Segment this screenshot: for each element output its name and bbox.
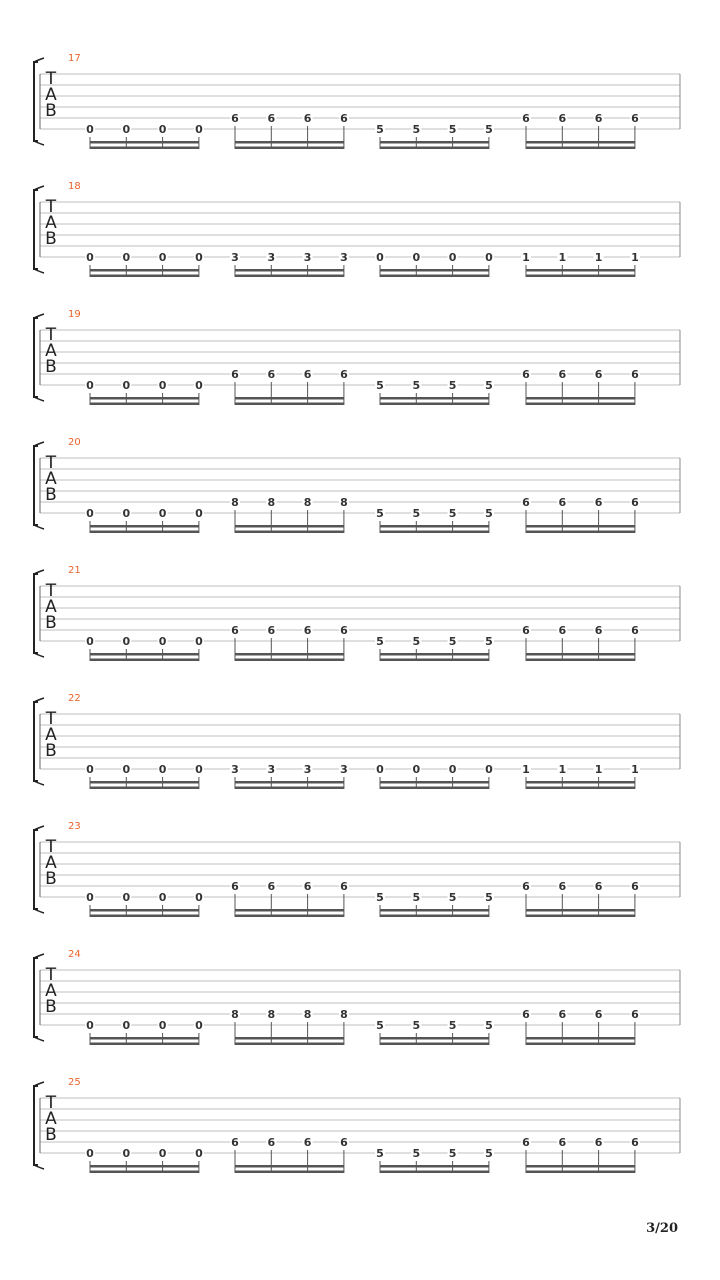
fret-number: 6 bbox=[303, 880, 312, 893]
fret-number: 5 bbox=[412, 1019, 421, 1032]
fret-number: 6 bbox=[340, 112, 348, 125]
system-bracket bbox=[34, 574, 38, 653]
beam bbox=[235, 531, 344, 534]
bracket-hook-bottom bbox=[34, 525, 44, 529]
fret-number: 0 bbox=[158, 1147, 167, 1160]
fret-number: 0 bbox=[448, 763, 457, 776]
fret-number: 5 bbox=[485, 1019, 493, 1032]
fret-number: 8 bbox=[267, 1008, 276, 1021]
beam bbox=[90, 787, 199, 790]
beam bbox=[526, 1037, 635, 1040]
measure-number: 21 bbox=[68, 565, 81, 576]
beam bbox=[90, 1165, 199, 1168]
fret-number: 5 bbox=[485, 379, 493, 392]
beam bbox=[90, 269, 199, 272]
fret-number: 0 bbox=[122, 763, 131, 776]
tab-clef-t: T bbox=[45, 453, 57, 473]
fret-number: 5 bbox=[412, 507, 421, 520]
fret-number: 5 bbox=[448, 635, 457, 648]
fret-number: 0 bbox=[122, 1019, 131, 1032]
measure-number: 25 bbox=[68, 1077, 81, 1088]
measure-number: 24 bbox=[68, 949, 81, 960]
beam bbox=[526, 1171, 635, 1174]
beam bbox=[526, 787, 635, 790]
measure-number: 17 bbox=[68, 53, 81, 64]
beam bbox=[526, 269, 635, 272]
beam bbox=[526, 403, 635, 406]
fret-number: 0 bbox=[412, 763, 421, 776]
fret-number: 0 bbox=[122, 251, 131, 264]
beam bbox=[380, 1165, 489, 1168]
beam bbox=[235, 269, 344, 272]
tab-system bbox=[34, 437, 680, 533]
fret-number: 6 bbox=[558, 112, 567, 125]
tab-clef-a: A bbox=[45, 85, 57, 105]
fret-number: 6 bbox=[522, 1008, 530, 1021]
fret-number: 0 bbox=[86, 379, 94, 392]
tab-clef-t: T bbox=[45, 837, 57, 857]
fret-number: 6 bbox=[231, 368, 239, 381]
fret-number: 5 bbox=[376, 1019, 384, 1032]
fret-number: 6 bbox=[231, 880, 239, 893]
fret-number: 0 bbox=[412, 251, 421, 264]
fret-number: 0 bbox=[485, 763, 493, 776]
beam bbox=[90, 397, 199, 400]
fret-number: 0 bbox=[122, 123, 131, 136]
fret-number: 1 bbox=[594, 763, 603, 776]
bracket-hook-bottom bbox=[34, 1037, 44, 1041]
tab-system bbox=[34, 1077, 680, 1173]
fret-number: 5 bbox=[485, 123, 493, 136]
bracket-hook-top bbox=[34, 570, 44, 574]
beam bbox=[526, 397, 635, 400]
fret-number: 0 bbox=[122, 1147, 131, 1160]
bracket-hook-bottom bbox=[34, 269, 44, 273]
beam bbox=[90, 1037, 199, 1040]
fret-number: 6 bbox=[594, 496, 603, 509]
fret-number: 6 bbox=[522, 1136, 530, 1149]
tab-clef-a: A bbox=[45, 853, 57, 873]
fret-number: 6 bbox=[558, 880, 567, 893]
fret-number: 6 bbox=[558, 496, 567, 509]
fret-number: 8 bbox=[303, 496, 312, 509]
fret-number: 0 bbox=[86, 251, 94, 264]
fret-number: 0 bbox=[195, 507, 203, 520]
fret-number: 6 bbox=[231, 112, 239, 125]
fret-number: 1 bbox=[558, 763, 567, 776]
bracket-hook-top bbox=[34, 186, 44, 190]
fret-number: 5 bbox=[448, 1147, 457, 1160]
fret-number: 0 bbox=[158, 379, 167, 392]
fret-number: 6 bbox=[631, 1008, 639, 1021]
fret-number: 0 bbox=[485, 251, 493, 264]
beam bbox=[235, 909, 344, 912]
fret-number: 6 bbox=[558, 1008, 567, 1021]
fret-number: 6 bbox=[558, 1136, 567, 1149]
fret-number: 0 bbox=[86, 763, 94, 776]
beam bbox=[235, 787, 344, 790]
tab-clef-b: B bbox=[45, 741, 57, 761]
beam bbox=[235, 147, 344, 150]
fret-number: 0 bbox=[86, 507, 94, 520]
fret-number: 6 bbox=[303, 624, 312, 637]
tab-clef-t: T bbox=[45, 325, 57, 345]
fret-number: 0 bbox=[158, 507, 167, 520]
fret-number: 5 bbox=[448, 891, 457, 904]
tab-clef-b: B bbox=[45, 485, 57, 505]
beam bbox=[380, 1043, 489, 1046]
tab-clef-t: T bbox=[45, 581, 57, 601]
beam bbox=[526, 909, 635, 912]
measure-number: 19 bbox=[68, 309, 81, 320]
beam bbox=[90, 653, 199, 656]
beam bbox=[235, 781, 344, 784]
beam bbox=[380, 909, 489, 912]
fret-number: 5 bbox=[376, 891, 384, 904]
fret-number: 1 bbox=[558, 251, 567, 264]
fret-number: 0 bbox=[158, 635, 167, 648]
bracket-hook-bottom bbox=[34, 141, 44, 145]
fret-number: 8 bbox=[340, 1008, 348, 1021]
beam bbox=[90, 659, 199, 662]
beam bbox=[380, 147, 489, 150]
fret-number: 0 bbox=[195, 763, 203, 776]
fret-number: 0 bbox=[158, 1019, 167, 1032]
fret-number: 5 bbox=[412, 635, 421, 648]
system-bracket bbox=[34, 62, 38, 141]
fret-number: 6 bbox=[340, 1136, 348, 1149]
system-bracket bbox=[34, 702, 38, 781]
fret-number: 6 bbox=[522, 112, 530, 125]
beam bbox=[526, 141, 635, 144]
tab-clef-a: A bbox=[45, 469, 57, 489]
beam bbox=[90, 909, 199, 912]
fret-number: 6 bbox=[594, 1136, 603, 1149]
fret-number: 0 bbox=[195, 891, 203, 904]
tab-clef-b: B bbox=[45, 101, 57, 121]
system-bracket bbox=[34, 1086, 38, 1165]
beam bbox=[526, 1043, 635, 1046]
fret-number: 6 bbox=[267, 112, 276, 125]
beam bbox=[526, 781, 635, 784]
fret-number: 5 bbox=[412, 891, 421, 904]
fret-number: 5 bbox=[412, 1147, 421, 1160]
beam bbox=[380, 787, 489, 790]
system-bracket bbox=[34, 318, 38, 397]
beam bbox=[380, 1171, 489, 1174]
beam bbox=[380, 1037, 489, 1040]
tab-system bbox=[34, 693, 680, 789]
tab-system bbox=[34, 53, 680, 149]
beam bbox=[235, 141, 344, 144]
bracket-hook-bottom bbox=[34, 653, 44, 657]
system-bracket bbox=[34, 446, 38, 525]
fret-number: 6 bbox=[631, 880, 639, 893]
beam bbox=[90, 141, 199, 144]
bracket-hook-bottom bbox=[34, 397, 44, 401]
fret-number: 5 bbox=[376, 379, 384, 392]
page-number: 3/20 bbox=[646, 1221, 678, 1236]
fret-number: 6 bbox=[594, 880, 603, 893]
beam bbox=[526, 915, 635, 918]
fret-number: 5 bbox=[412, 379, 421, 392]
bracket-hook-top bbox=[34, 826, 44, 830]
bracket-hook-top bbox=[34, 698, 44, 702]
beam bbox=[380, 275, 489, 278]
bracket-hook-top bbox=[34, 442, 44, 446]
fret-number: 8 bbox=[340, 496, 348, 509]
fret-number: 0 bbox=[158, 123, 167, 136]
fret-number: 5 bbox=[448, 123, 457, 136]
fret-number: 6 bbox=[558, 624, 567, 637]
fret-number: 0 bbox=[86, 1019, 94, 1032]
fret-number: 6 bbox=[558, 368, 567, 381]
fret-number: 3 bbox=[231, 251, 239, 264]
beam bbox=[90, 1171, 199, 1174]
beam bbox=[90, 915, 199, 918]
fret-number: 0 bbox=[376, 251, 384, 264]
fret-number: 0 bbox=[158, 251, 167, 264]
fret-number: 6 bbox=[522, 368, 530, 381]
fret-number: 6 bbox=[340, 368, 348, 381]
beam bbox=[380, 403, 489, 406]
beam bbox=[526, 525, 635, 528]
fret-number: 6 bbox=[631, 1136, 639, 1149]
beam bbox=[90, 531, 199, 534]
tab-clef-b: B bbox=[45, 869, 57, 889]
fret-number: 6 bbox=[631, 112, 639, 125]
fret-number: 8 bbox=[303, 1008, 312, 1021]
tab-clef-b: B bbox=[45, 613, 57, 633]
beam bbox=[380, 781, 489, 784]
tab-clef-t: T bbox=[45, 1093, 57, 1113]
fret-number: 6 bbox=[340, 624, 348, 637]
fret-number: 5 bbox=[376, 123, 384, 136]
fret-number: 1 bbox=[522, 251, 530, 264]
tab-clef-t: T bbox=[45, 197, 57, 217]
fret-number: 6 bbox=[594, 1008, 603, 1021]
beam bbox=[235, 1165, 344, 1168]
system-bracket bbox=[34, 190, 38, 269]
tab-system bbox=[34, 565, 680, 661]
tab-system bbox=[34, 181, 680, 277]
fret-number: 0 bbox=[122, 635, 131, 648]
fret-number: 0 bbox=[158, 891, 167, 904]
fret-number: 5 bbox=[485, 1147, 493, 1160]
beam bbox=[380, 659, 489, 662]
bracket-hook-top bbox=[34, 314, 44, 318]
tab-clef-b: B bbox=[45, 229, 57, 249]
fret-number: 5 bbox=[376, 507, 384, 520]
fret-number: 8 bbox=[231, 1008, 239, 1021]
fret-number: 5 bbox=[376, 1147, 384, 1160]
fret-number: 0 bbox=[122, 379, 131, 392]
fret-number: 6 bbox=[267, 880, 276, 893]
fret-number: 6 bbox=[267, 624, 276, 637]
fret-number: 6 bbox=[267, 368, 276, 381]
fret-number: 3 bbox=[340, 763, 348, 776]
fret-number: 0 bbox=[86, 635, 94, 648]
system-bracket bbox=[34, 958, 38, 1037]
fret-number: 6 bbox=[522, 496, 530, 509]
beam bbox=[235, 403, 344, 406]
tab-clef-b: B bbox=[45, 357, 57, 377]
beam bbox=[235, 653, 344, 656]
tab-clef-t: T bbox=[45, 69, 57, 89]
fret-number: 0 bbox=[195, 635, 203, 648]
beam bbox=[526, 659, 635, 662]
fret-number: 0 bbox=[122, 507, 131, 520]
beam bbox=[90, 525, 199, 528]
bracket-hook-bottom bbox=[34, 1165, 44, 1169]
beam bbox=[380, 531, 489, 534]
fret-number: 5 bbox=[448, 507, 457, 520]
fret-number: 3 bbox=[303, 251, 312, 264]
fret-number: 5 bbox=[412, 123, 421, 136]
fret-number: 6 bbox=[267, 1136, 276, 1149]
fret-number: 0 bbox=[376, 763, 384, 776]
fret-number: 3 bbox=[231, 763, 239, 776]
beam bbox=[235, 275, 344, 278]
fret-number: 6 bbox=[231, 1136, 239, 1149]
fret-number: 6 bbox=[522, 880, 530, 893]
beam bbox=[526, 531, 635, 534]
fret-number: 6 bbox=[303, 1136, 312, 1149]
fret-number: 6 bbox=[340, 880, 348, 893]
fret-number: 3 bbox=[267, 763, 276, 776]
beam bbox=[90, 781, 199, 784]
beam bbox=[526, 147, 635, 150]
fret-number: 6 bbox=[594, 624, 603, 637]
beam bbox=[526, 653, 635, 656]
fret-number: 0 bbox=[195, 379, 203, 392]
bracket-hook-bottom bbox=[34, 781, 44, 785]
fret-number: 0 bbox=[86, 891, 94, 904]
tab-clef-t: T bbox=[45, 709, 57, 729]
beam bbox=[90, 275, 199, 278]
fret-number: 1 bbox=[522, 763, 530, 776]
fret-number: 3 bbox=[303, 763, 312, 776]
fret-number: 6 bbox=[594, 368, 603, 381]
fret-number: 5 bbox=[485, 507, 493, 520]
tab-clef-b: B bbox=[45, 1125, 57, 1145]
tab-clef-a: A bbox=[45, 213, 57, 233]
measure-number: 20 bbox=[68, 437, 81, 448]
bracket-hook-top bbox=[34, 954, 44, 958]
fret-number: 0 bbox=[195, 1019, 203, 1032]
bracket-hook-top bbox=[34, 58, 44, 62]
beam bbox=[90, 147, 199, 150]
fret-number: 6 bbox=[631, 368, 639, 381]
tab-clef-a: A bbox=[45, 981, 57, 1001]
tab-system bbox=[34, 949, 680, 1045]
fret-number: 0 bbox=[195, 1147, 203, 1160]
fret-number: 5 bbox=[376, 635, 384, 648]
beam bbox=[90, 1043, 199, 1046]
beam bbox=[235, 659, 344, 662]
fret-number: 6 bbox=[303, 368, 312, 381]
beam bbox=[380, 397, 489, 400]
fret-number: 8 bbox=[267, 496, 276, 509]
fret-number: 1 bbox=[631, 763, 639, 776]
beam bbox=[235, 1171, 344, 1174]
tab-clef-b: B bbox=[45, 997, 57, 1017]
tab-clef-a: A bbox=[45, 725, 57, 745]
fret-number: 3 bbox=[267, 251, 276, 264]
fret-number: 0 bbox=[86, 123, 94, 136]
fret-number: 6 bbox=[522, 624, 530, 637]
measure-number: 18 bbox=[68, 181, 81, 192]
fret-number: 6 bbox=[594, 112, 603, 125]
fret-number: 5 bbox=[485, 891, 493, 904]
tab-clef-t: T bbox=[45, 965, 57, 985]
tab-system bbox=[34, 309, 680, 405]
fret-number: 6 bbox=[303, 112, 312, 125]
measure-number: 23 bbox=[68, 821, 81, 832]
tab-clef-a: A bbox=[45, 597, 57, 617]
measure-number: 22 bbox=[68, 693, 81, 704]
fret-number: 0 bbox=[86, 1147, 94, 1160]
bracket-hook-bottom bbox=[34, 909, 44, 913]
beam bbox=[380, 653, 489, 656]
beam bbox=[235, 397, 344, 400]
fret-number: 1 bbox=[631, 251, 639, 264]
tab-clef-a: A bbox=[45, 341, 57, 361]
fret-number: 0 bbox=[195, 251, 203, 264]
bracket-hook-top bbox=[34, 1082, 44, 1086]
fret-number: 5 bbox=[485, 635, 493, 648]
beam bbox=[235, 525, 344, 528]
beam bbox=[526, 1165, 635, 1168]
fret-number: 6 bbox=[231, 624, 239, 637]
beam bbox=[526, 275, 635, 278]
system-bracket bbox=[34, 830, 38, 909]
beam bbox=[235, 1037, 344, 1040]
fret-number: 0 bbox=[122, 891, 131, 904]
fret-number: 6 bbox=[631, 624, 639, 637]
tab-system bbox=[34, 821, 680, 917]
fret-number: 5 bbox=[448, 379, 457, 392]
beam bbox=[380, 141, 489, 144]
fret-number: 0 bbox=[195, 123, 203, 136]
beam bbox=[235, 915, 344, 918]
fret-number: 5 bbox=[448, 1019, 457, 1032]
tab-clef-a: A bbox=[45, 1109, 57, 1129]
beam bbox=[90, 403, 199, 406]
fret-number: 3 bbox=[340, 251, 348, 264]
fret-number: 1 bbox=[594, 251, 603, 264]
fret-number: 0 bbox=[158, 763, 167, 776]
beam bbox=[380, 269, 489, 272]
fret-number: 0 bbox=[448, 251, 457, 264]
beam bbox=[235, 1043, 344, 1046]
beam bbox=[380, 915, 489, 918]
fret-number: 8 bbox=[231, 496, 239, 509]
fret-number: 6 bbox=[631, 496, 639, 509]
beam bbox=[380, 525, 489, 528]
